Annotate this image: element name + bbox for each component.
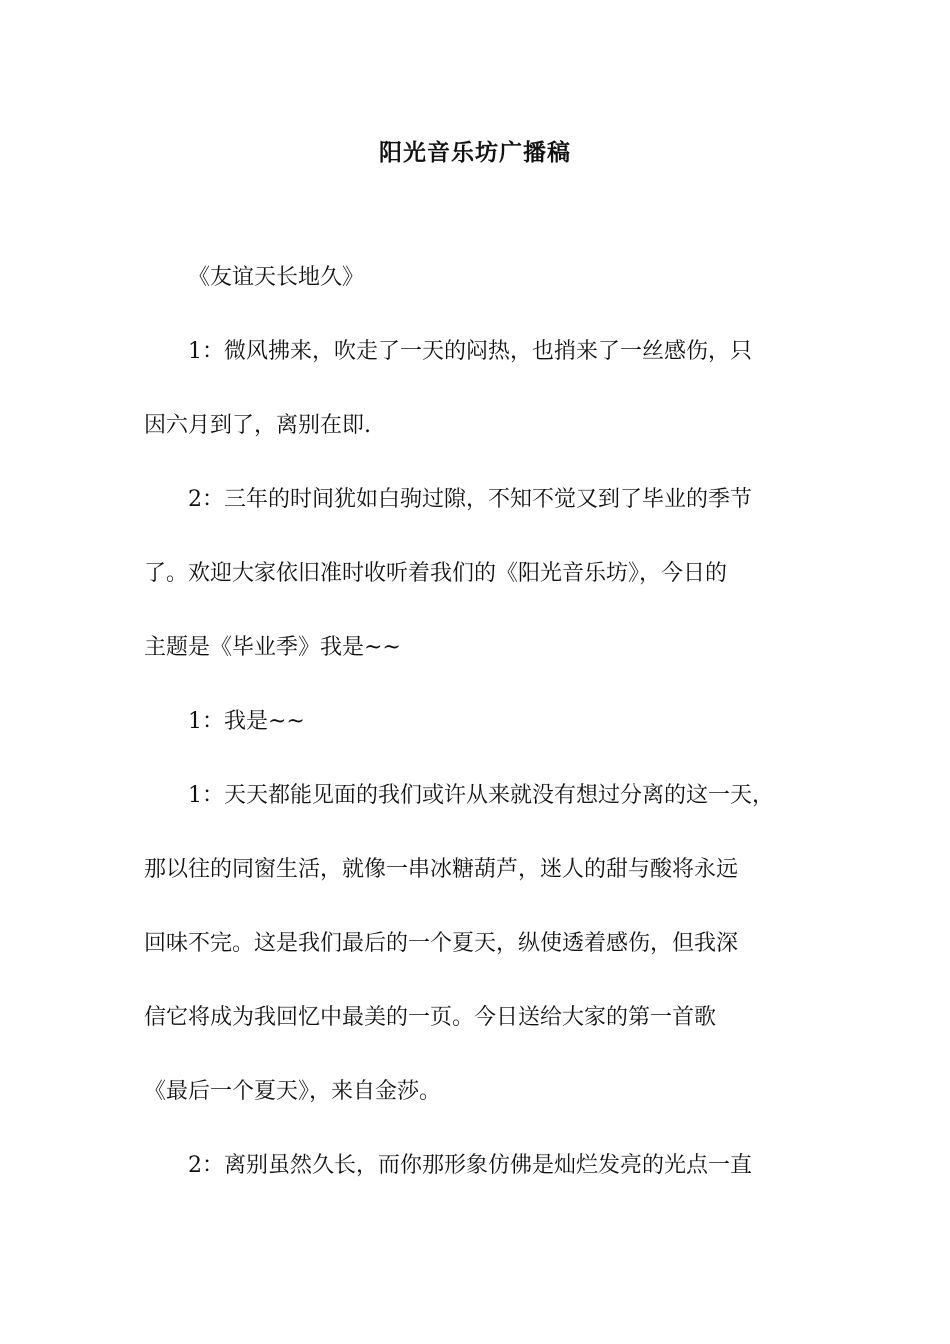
paragraph: [144, 333, 814, 444]
text-line: 1：微风拂来，吹走了一天的闷热，也捎来了一丝感伤，只: [188, 339, 752, 364]
paragraph: [144, 481, 814, 666]
text-line: 1：我是~~: [188, 709, 305, 734]
text-line: 回味不完。这是我们最后的一个夏天，纵使透着感伤，但我深: [144, 931, 739, 956]
paragraph: [144, 259, 814, 296]
text-line: 2：三年的时间犹如白驹过隙，不知不觉又到了毕业的季节: [188, 487, 752, 512]
document-title: 阳光音乐坊广播稿: [379, 139, 571, 166]
text-line: 因六月到了，离别在即.: [144, 413, 371, 438]
text-line: 那以往的同窗生活，就像一串冰糖葫芦，迷人的甜与酸将永远: [144, 857, 739, 882]
text-line: 信它将成为我回忆中最美的一页。今日送给大家的第一首歌: [144, 1005, 717, 1030]
paragraph: [144, 703, 814, 740]
paragraph: [144, 777, 814, 1110]
text-line: 主题是《毕业季》我是~~: [144, 635, 401, 660]
text-line: 1：天天都能见面的我们或许从来就没有想过分离的这一天，: [188, 783, 774, 808]
text-line: 2：离别虽然久长，而你那形象仿佛是灿烂发亮的光点一直: [188, 1153, 752, 1178]
text-line: 《最后一个夏天》，来自金莎。: [144, 1079, 442, 1104]
paragraph: [144, 1147, 814, 1184]
text-line: 了。欢迎大家依旧准时收听着我们的《阳光音乐坊》，今日的: [144, 561, 728, 586]
document-body: [144, 259, 814, 1221]
text-line: 《友谊天长地久》: [188, 265, 365, 290]
